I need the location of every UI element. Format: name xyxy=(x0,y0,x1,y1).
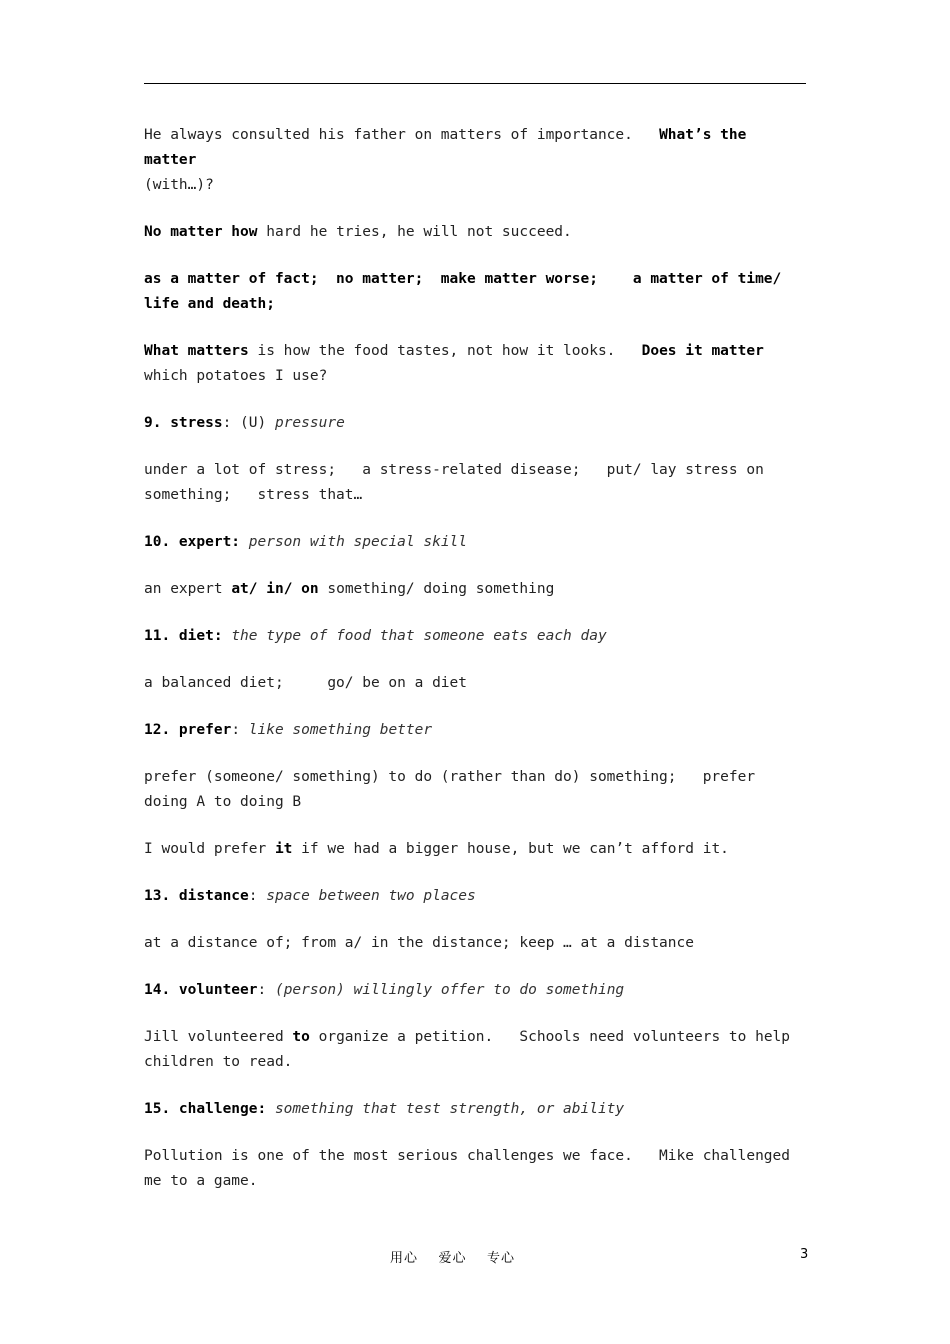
page-number: 3 xyxy=(800,1247,809,1262)
example-prefer-it: I would prefer it if we had a bigger house, but we can’t afford it. xyxy=(144,841,729,857)
entry-diet: 11. diet: the type of food that someone eats each day xyxy=(144,628,607,644)
example-matters-importance: He always consulted his father on matters of importance. What’s the matter (with…)? xyxy=(144,127,756,193)
entry-challenge: 15. challenge: something that test strength, or ability xyxy=(144,1101,625,1117)
document-body xyxy=(144,123,806,1216)
example-no-matter-how: No matter how hard he tries, he will not succeed. xyxy=(144,224,572,240)
phrases-stress: under a lot of stress; a stress-related disease; put/ lay stress on something; stress that… xyxy=(144,462,773,503)
entry-expert: 10. expert: person with special skill xyxy=(144,534,468,550)
phrases-distance: at a distance of; from a/ in the distance; keep … at a distance xyxy=(144,935,694,951)
entry-prefer: 12. prefer: like something better xyxy=(144,722,433,738)
phrases-prefer: prefer (someone/ something) to do (rather than do) something; prefer doing A to doing B xyxy=(144,769,764,810)
phrases-matter: as a matter of fact; no matter; make matter worse; a matter of time/ life and death; xyxy=(144,271,791,312)
phrases-expert: an expert at/ in/ on something/ doing something xyxy=(144,581,555,597)
page-footer xyxy=(0,1247,950,1269)
entry-stress: 9. stress: (U) pressure xyxy=(144,415,345,431)
phrases-diet: a balanced diet; go/ be on a diet xyxy=(144,675,468,691)
example-what-matters: What matters is how the food tastes, not how it looks. Does it matter which potatoes I use? xyxy=(144,343,773,384)
example-challenge: Pollution is one of the most serious challenges we face. Mike challenged me to a game. xyxy=(144,1148,799,1189)
entry-distance: 13. distance: space between two places xyxy=(144,888,476,904)
footer-motto: 用心 爱心 专心 xyxy=(390,1251,516,1266)
entry-volunteer: 14. volunteer: (person) willingly offer to do something xyxy=(144,982,625,998)
header-rule xyxy=(144,83,806,84)
example-volunteer: Jill volunteered to organize a petition. Schools need volunteers to help children to read. xyxy=(144,1029,799,1070)
